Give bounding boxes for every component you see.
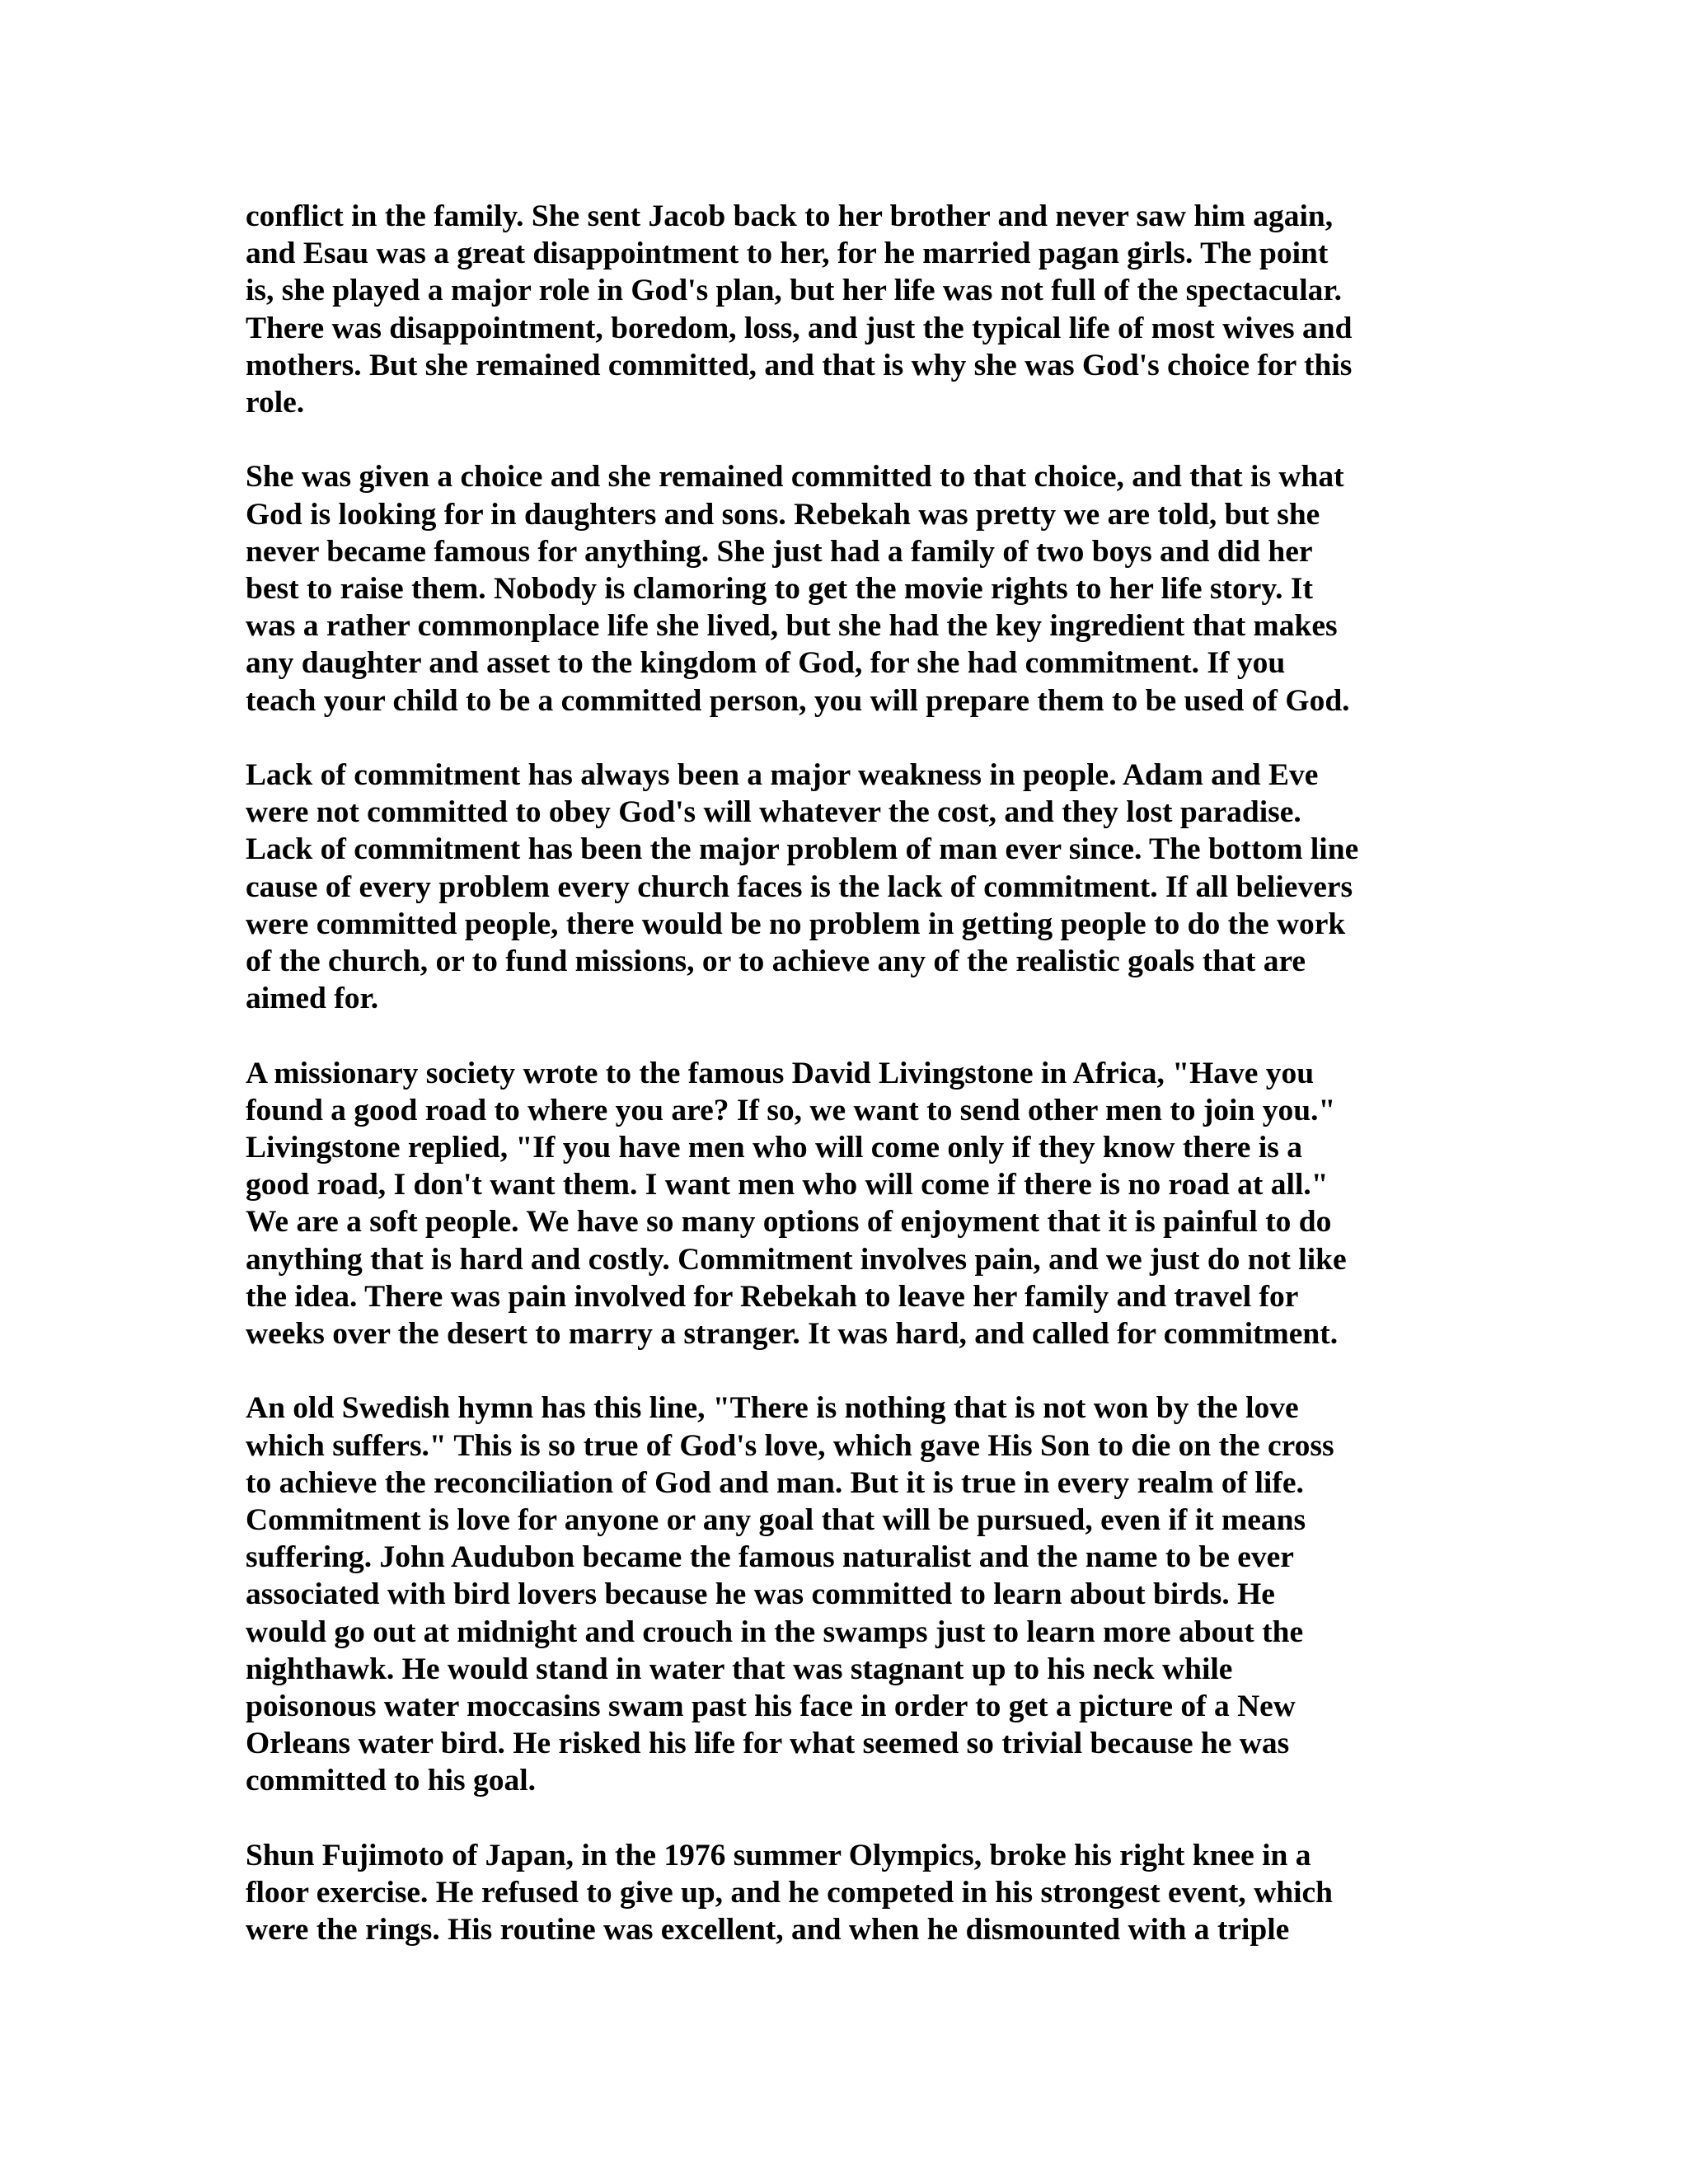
paragraph-6 [246, 1837, 1482, 1949]
paragraph-4 [246, 1055, 1482, 1353]
text-line: was a rather commonplace life she lived, but she had the key ingredient that makes [246, 609, 1338, 644]
paragraph-3 [246, 757, 1482, 1017]
text-line: We are a soft people. We have so many options of enjoyment that it is painful to do [246, 1205, 1332, 1240]
text-line: Commitment is love for anyone or any goal that will be pursued, even if it means [246, 1503, 1306, 1538]
text-line: any daughter and asset to the kingdom of God, for she had commitment. If you [246, 646, 1286, 681]
text-line: were committed people, there would be no problem in getting people to do the work [246, 907, 1346, 941]
paragraph-1 [246, 198, 1482, 421]
text-line: Shun Fujimoto of Japan, in the 1976 summer Olympics, broke his right knee in a [246, 1838, 1311, 1872]
text-line: suffering. John Audubon became the famous naturalist and the name to be ever [246, 1540, 1294, 1575]
text-line: anything that is hard and costly. Commitment involves pain, and we just do not like [246, 1242, 1347, 1277]
text-line: best to raise them. Nobody is clamoring to get the movie rights to her life story. It [246, 572, 1313, 607]
text-line: found a good road to where you are? If so, we want to send other men to join you." [246, 1093, 1336, 1127]
text-line: committed to his goal. [246, 1764, 537, 1798]
text-line: conflict in the family. She sent Jacob back to her brother and never saw him again, [246, 199, 1334, 233]
text-line: would go out at midnight and crouch in the swamps just to learn more about the [246, 1615, 1304, 1649]
text-line: Lack of commitment has always been a major weakness in people. Adam and Eve [246, 758, 1319, 793]
text-line: A missionary society wrote to the famous David Livingstone in Africa, "Have you [246, 1056, 1315, 1090]
text-line: aimed for. [246, 982, 379, 1016]
paragraph-5 [246, 1390, 1482, 1799]
text-line: is, she played a major role in God's plan, but her life was not full of the spectacular. [246, 274, 1342, 308]
text-line: role. [246, 386, 305, 420]
text-line: An old Swedish hymn has this line, "There is nothing that is not won by the love [246, 1391, 1299, 1426]
text-line: of the church, or to fund missions, or to achieve any of the realistic goals that are [246, 944, 1306, 979]
text-line: to achieve the reconciliation of God and man. But it is true in every realm of life. [246, 1465, 1304, 1500]
text-line: weeks over the desert to marry a stranger. It was hard, and called for commitment. [246, 1317, 1339, 1352]
text-line: floor exercise. He refused to give up, and he competed in his strongest event, which [246, 1876, 1334, 1910]
text-line: nighthawk. He would stand in water that was stagnant up to his neck while [246, 1652, 1233, 1686]
text-line: There was disappointment, boredom, loss, and just the typical life of most wives and [246, 311, 1353, 345]
document-page [246, 198, 1482, 1986]
text-line: cause of every problem every church faces is the lack of commitment. If all believers [246, 869, 1353, 904]
text-line: were not committed to obey God's will whatever the cost, and they lost paradise. [246, 795, 1301, 830]
text-line: never became famous for anything. She just had a family of two boys and did her [246, 534, 1313, 569]
text-line: poisonous water moccasins swam past his face in order to get a picture of a New [246, 1690, 1296, 1724]
text-line: mothers. But she remained committed, and that is why she was God's choice for this [246, 348, 1353, 382]
text-line: God is looking for in daughters and sons. Rebekah was pretty we are told, but she [246, 497, 1320, 532]
text-line: Orleans water bird. He risked his life for what seemed so trivial because he was [246, 1727, 1290, 1761]
text-line: and Esau was a great disappointment to her, for he married pagan girls. The point [246, 237, 1329, 271]
text-line: Livingstone replied, "If you have men who will come only if they know there is a [246, 1131, 1302, 1165]
text-line: good road, I don't want them. I want men who will come if there is no road at all." [246, 1168, 1329, 1202]
text-line: associated with bird lovers because he was committed to learn about birds. He [246, 1577, 1275, 1612]
paragraph-2 [246, 458, 1482, 719]
text-line: She was given a choice and she remained committed to that choice, and that is what [246, 460, 1344, 494]
text-line: Lack of commitment has been the major problem of man ever since. The bottom line [246, 832, 1359, 867]
text-line: teach your child to be a committed person, you will prepare them to be used of God. [246, 683, 1350, 718]
text-line: the idea. There was pain involved for Rebekah to leave her family and travel for [246, 1279, 1299, 1314]
text-line: which suffers." This is so true of God's love, which gave His Son to die on the cross [246, 1428, 1334, 1463]
text-line: were the rings. His routine was excellent, and when he dismounted with a triple [246, 1913, 1290, 1947]
